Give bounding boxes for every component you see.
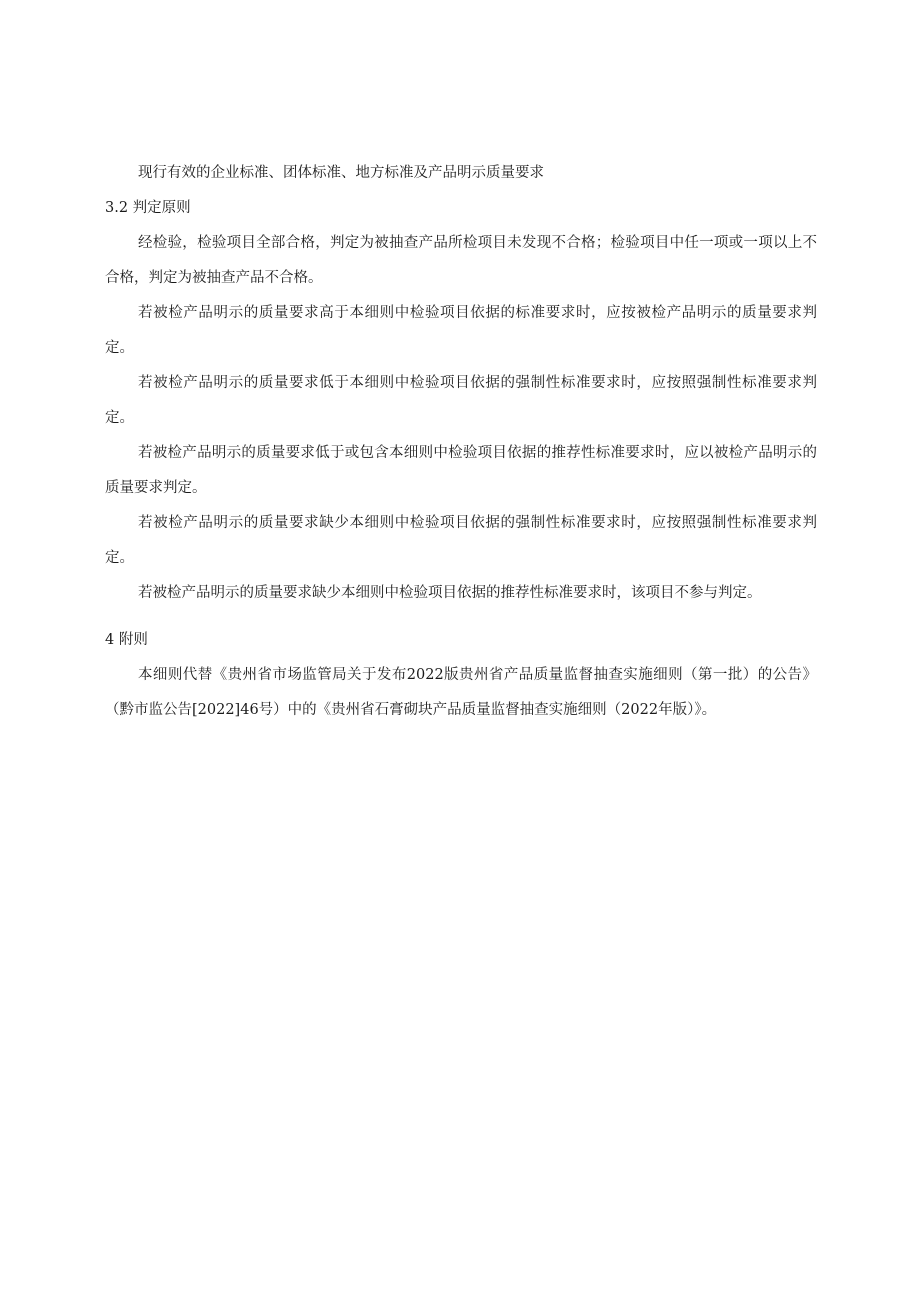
judgement-paragraph-3: 若被检产品明示的质量要求低于本细则中检验项目依据的强制性标准要求时，应按照强制性标准要求判定。 [105,375,817,426]
section-3-2-heading: 3.2 判定原则 [105,200,191,216]
intro-line: 现行有效的企业标准、团体标准、地方标准及产品明示质量要求 [138,165,544,181]
section-4-heading: 4 附则 [105,632,148,648]
judgement-paragraph-2: 若被检产品明示的质量要求高于本细则中检验项目依据的标准要求时，应按被检产品明示的质量要求判定。 [105,305,817,356]
judgement-paragraph-5: 若被检产品明示的质量要求缺少本细则中检验项目依据的强制性标准要求时，应按照强制性标准要求判定。 [105,515,817,566]
section-spacer [105,611,817,623]
judgement-paragraph-6: 若被检产品明示的质量要求缺少本细则中检验项目依据的推荐性标准要求时，该项目不参与判定。 [138,585,762,601]
judgement-paragraph-1: 经检验，检验项目全部合格，判定为被抽查产品所检项目未发现不合格；检验项目中任一项或一项以上不合格，判定为被抽查产品不合格。 [105,235,817,286]
supplementary-paragraph: 本细则代替《贵州省市场监管局关于发布2022版贵州省产品质量监督抽查实施细则（第一批）的公告》（黔市监公告[2022]46号）中的《贵州省石膏砌块产品质量监督抽查实施细则（2022年版）》。 [105,667,817,718]
judgement-paragraph-4: 若被检产品明示的质量要求低于或包含本细则中检验项目依据的推荐性标准要求时，应以被检产品明示的质量要求判定。 [105,445,817,496]
document-body [105,156,817,728]
